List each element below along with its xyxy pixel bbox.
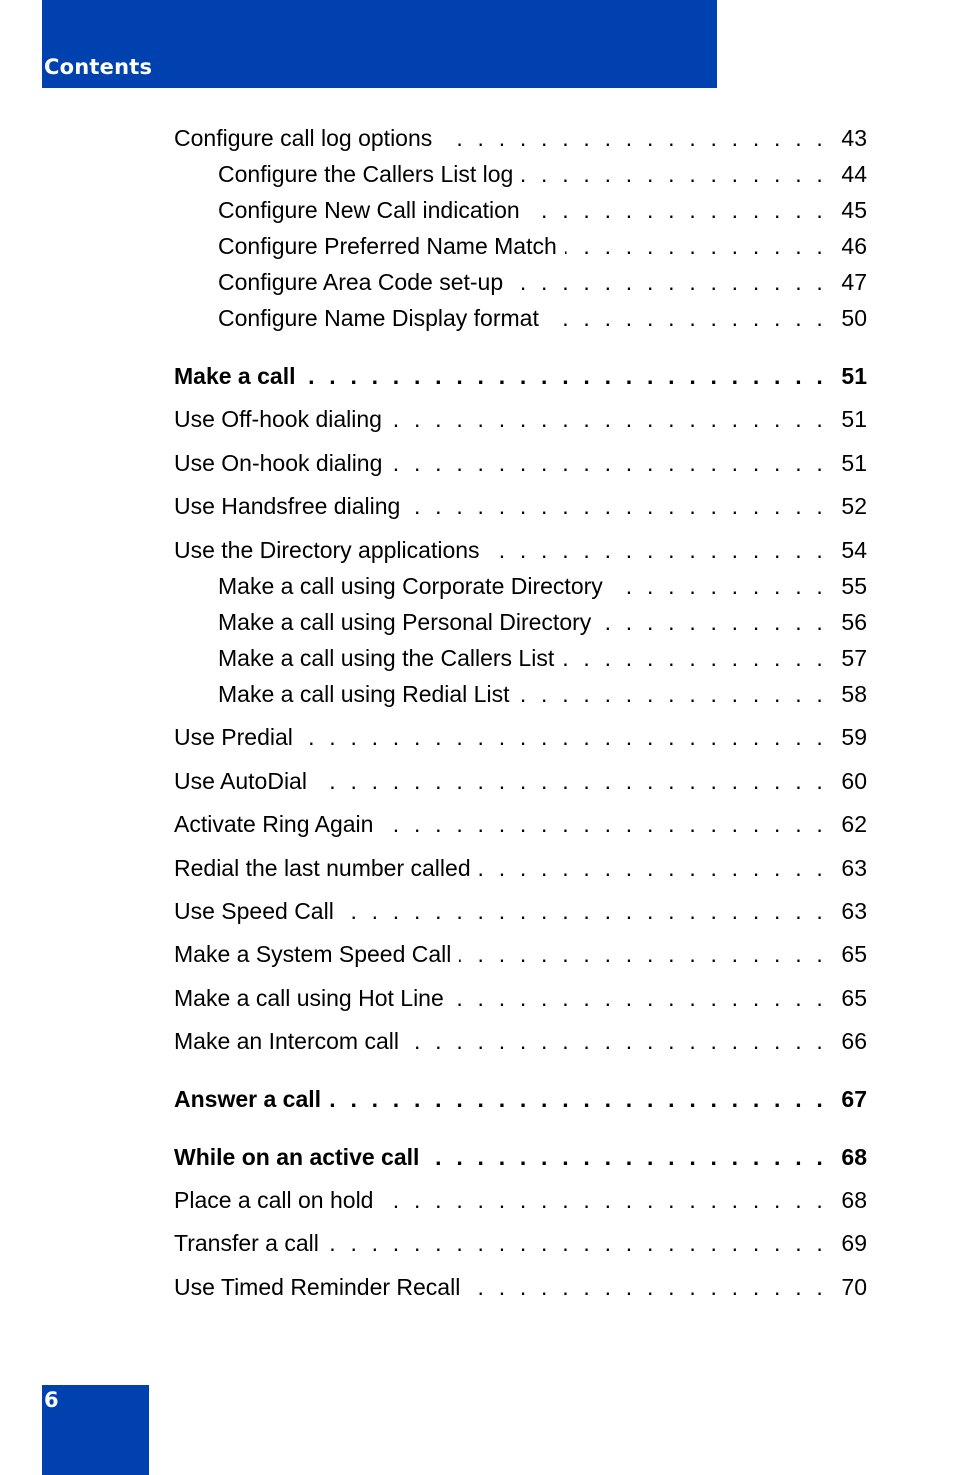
toc-entry[interactable] xyxy=(174,404,867,434)
toc-entry-title: Use Timed Reminder Recall xyxy=(174,1274,461,1300)
toc-entry-title: Use Predial xyxy=(174,724,293,750)
toc-entry-page: 65 xyxy=(841,941,867,967)
toc-entry-page: 52 xyxy=(841,493,867,519)
dot-leader xyxy=(488,535,841,565)
dot-leader xyxy=(342,896,841,926)
dot-leader xyxy=(390,404,841,434)
dot-leader xyxy=(440,123,841,153)
toc-entry-title: Use Speed Call xyxy=(174,898,334,924)
toc-entry-title: Configure Preferred Name Match xyxy=(218,233,557,259)
dot-leader xyxy=(479,853,841,883)
toc-entry-title: Use the Directory applications xyxy=(174,537,480,563)
toc-entry[interactable] xyxy=(174,1185,867,1215)
toc-entry-page: 44 xyxy=(841,161,867,187)
toc-entry-title: Use AutoDial xyxy=(174,768,307,794)
toc-entry[interactable] xyxy=(174,983,867,1013)
dot-leader xyxy=(517,679,841,709)
toc-entry-page: 58 xyxy=(841,681,867,707)
dot-leader xyxy=(511,267,841,297)
toc-entry-title: Activate Ring Again xyxy=(174,811,374,837)
toc-entry-page: 55 xyxy=(841,573,867,599)
toc-entry-page: 56 xyxy=(841,609,867,635)
toc-entry[interactable] xyxy=(218,303,867,333)
toc-entry-page: 46 xyxy=(841,233,867,259)
dot-leader xyxy=(562,643,841,673)
dot-leader xyxy=(381,1185,841,1215)
dot-leader xyxy=(315,766,841,796)
toc-entry[interactable] xyxy=(218,159,867,189)
toc-entry[interactable] xyxy=(174,939,867,969)
toc-entry[interactable] xyxy=(174,896,867,926)
toc-entry-title: Configure Area Code set-up xyxy=(218,269,504,295)
toc-entry-title: While on an active call xyxy=(174,1144,420,1170)
dot-leader xyxy=(427,1142,841,1172)
toc-entry-page: 51 xyxy=(841,450,867,476)
dot-leader xyxy=(327,1228,841,1258)
section-title: Contents xyxy=(44,55,153,79)
toc-entry-title: Make a call using the Callers List xyxy=(218,645,555,671)
dot-leader xyxy=(521,159,841,189)
toc-entry[interactable] xyxy=(174,722,867,752)
toc-entry-title: Make a call using Personal Directory xyxy=(218,609,592,635)
dot-leader xyxy=(303,361,841,391)
toc-entry-page: 43 xyxy=(841,125,867,151)
toc-entry-page: 66 xyxy=(841,1028,867,1054)
dot-leader xyxy=(565,231,841,261)
toc-entry[interactable] xyxy=(174,1142,867,1172)
toc-entry-page: 65 xyxy=(841,985,867,1011)
toc-entry[interactable] xyxy=(174,1026,867,1056)
toc-entry-title: Make a call using Hot Line xyxy=(174,985,444,1011)
dot-leader xyxy=(599,607,841,637)
dot-leader xyxy=(547,303,841,333)
toc-entry-title: Configure call log options xyxy=(174,125,433,151)
toc-entry[interactable] xyxy=(174,1228,867,1258)
toc-entry-title: Make a call using Corporate Directory xyxy=(218,573,603,599)
page-number: 6 xyxy=(44,1388,59,1412)
toc-entry-title: Configure the Callers List log xyxy=(218,161,514,187)
toc-entry-page: 63 xyxy=(841,898,867,924)
dot-leader xyxy=(407,1026,841,1056)
toc-entry[interactable] xyxy=(174,853,867,883)
toc-entry[interactable] xyxy=(218,267,867,297)
dot-leader xyxy=(611,571,841,601)
toc-entry-title: Make a call xyxy=(174,363,296,389)
toc-entry-page: 51 xyxy=(841,406,867,432)
toc-entry-title: Configure Name Display format xyxy=(218,305,539,331)
dot-leader xyxy=(301,722,841,752)
toc-entry-title: Configure New Call indication xyxy=(218,197,520,223)
toc-entry-page: 68 xyxy=(841,1187,867,1213)
toc-entry-page: 50 xyxy=(841,305,867,331)
dot-leader xyxy=(329,1084,841,1114)
toc-entry[interactable] xyxy=(174,448,867,478)
toc-entry[interactable] xyxy=(174,123,867,153)
toc-entry-title: Make a call using Redial List xyxy=(218,681,510,707)
toc-entry-title: Make an Intercom call xyxy=(174,1028,399,1054)
toc-entry[interactable] xyxy=(174,535,867,565)
toc-entry-page: 63 xyxy=(841,855,867,881)
dot-leader xyxy=(459,939,841,969)
toc-entry[interactable] xyxy=(218,679,867,709)
toc-entry[interactable] xyxy=(218,195,867,225)
toc-entry-page: 68 xyxy=(841,1144,867,1170)
dot-leader xyxy=(528,195,841,225)
toc-entry[interactable] xyxy=(174,1272,867,1302)
dot-leader xyxy=(468,1272,841,1302)
toc-entry[interactable] xyxy=(218,571,867,601)
toc-entry-page: 57 xyxy=(841,645,867,671)
toc-entry[interactable] xyxy=(218,231,867,261)
toc-entry-page: 60 xyxy=(841,768,867,794)
toc-entry-title: Make a System Speed Call xyxy=(174,941,452,967)
toc-entry-page: 69 xyxy=(841,1230,867,1256)
toc-entry-title: Use Handsfree dialing xyxy=(174,493,401,519)
toc-entry-page: 51 xyxy=(841,363,867,389)
toc-entry-page: 62 xyxy=(841,811,867,837)
dot-leader xyxy=(381,809,841,839)
toc-entry-page: 59 xyxy=(841,724,867,750)
dot-leader xyxy=(408,491,841,521)
toc-entry[interactable] xyxy=(174,491,867,521)
toc-entry-page: 45 xyxy=(841,197,867,223)
toc-entry-title: Place a call on hold xyxy=(174,1187,374,1213)
toc-entry[interactable] xyxy=(174,766,867,796)
toc-entry-page: 70 xyxy=(841,1274,867,1300)
toc-entry-title: Redial the last number called xyxy=(174,855,471,881)
toc-entry-title: Answer a call xyxy=(174,1086,322,1112)
dot-leader xyxy=(390,448,841,478)
toc-entry[interactable] xyxy=(218,607,867,637)
dot-leader xyxy=(452,983,841,1013)
toc-entry-title: Use On-hook dialing xyxy=(174,450,383,476)
toc-entry-page: 47 xyxy=(841,269,867,295)
toc-entry-page: 54 xyxy=(841,537,867,563)
toc-entry-title: Transfer a call xyxy=(174,1230,319,1256)
toc-entry-page: 67 xyxy=(841,1086,867,1112)
toc-entry[interactable] xyxy=(174,361,867,391)
toc-entry[interactable] xyxy=(218,643,867,673)
toc-entry[interactable] xyxy=(174,809,867,839)
toc-entry[interactable] xyxy=(174,1084,867,1114)
toc-entry-title: Use Off-hook dialing xyxy=(174,406,382,432)
